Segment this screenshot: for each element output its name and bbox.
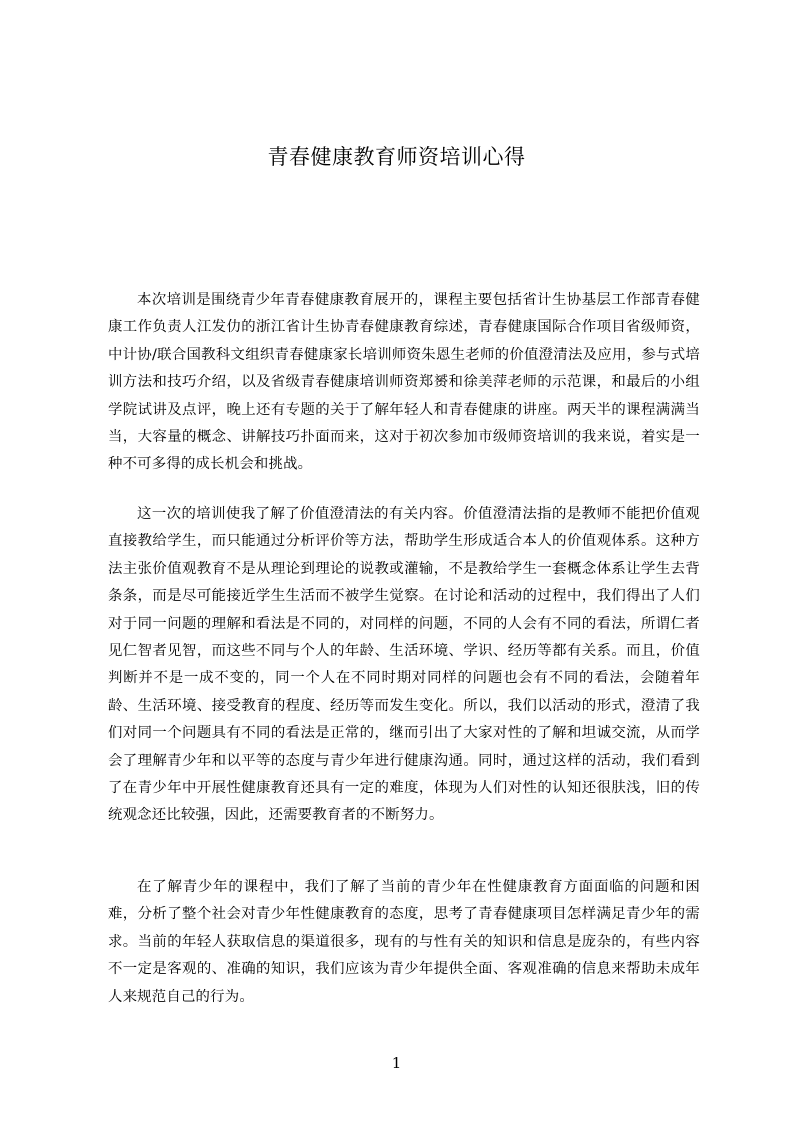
page-title: 青春健康教育师资培训心得 (267, 145, 526, 169)
paragraph-2 (108, 501, 700, 830)
page-number: 1 (391, 1054, 402, 1072)
paragraph-3 (108, 874, 700, 1011)
paragraph-text: 在了解青少年的课程中，我们了解了当前的青少年在性健康教育方面面临的问题和困难，分析了整个社会对青少年性健康教育的态度，思考了青春健康项目怎样满足青少年的需求。当前的年轻人获取信息的渠道很多，现有的与性有关的知识和信息是庞杂的，有些内容不一定是客观的、准确的知识，我们应该为青少年提供全面、客观准确的信息来帮助未成年人来规范自己的行为。 (108, 879, 700, 1005)
paragraph-text: 本次培训是围绕青少年青春健康教育展开的，课程主要包括省计生协基层工作部青春健康工作负责人江发仂的浙江省计生协青春健康教育综述，青春健康国际合作项目省级师资，中计协/联合国教科文组织青春健康家长培训师资朱恩生老师的价值澄清法及应用，参与式培训方法和技巧介绍，以及省级青春健康培训师资郑赟和徐美萍老师的示范课，和最后的小组学院试讲及点评，晚上还有专题的关于了解年轻人和青春健康的讲座。两天半的课程满满当当，大容量的概念、讲解技巧扑面而来，这对于初次参加市级师资培训的我来说，着实是一种不可多得的成长机会和挑战。 (108, 292, 700, 473)
paragraph-text: 这一次的培训使我了解了价值澄清法的有关内容。价值澄清法指的是教师不能把价值观直接教给学生，而只能通过分析评价等方法，帮助学生形成适合本人的价值观体系。这种方法主张价值观教育不是从理论到理论的说教或灌输，不是教给学生一套概念体系让学生去背条条，而是尽可能接近学生生活而不被学生觉察。在讨论和活动的过程中，我们得出了人们对于同一问题的理解和看法是不同的，对同样的问题，不同的人会有不同的看法，所谓仁者见仁智者见智，而这些不同与个人的年龄、生活环境、学识、经历等都有关系。而且，价值判断并不是一成不变的，同一个人在不同时期对同样的问题也会有不同的看法，会随着年龄、生活环境、接受教育的程度、经历等而发生变化。所以，我们以活动的形式，澄清了我们对同一个问题具有不同的看法是正常的，继而引出了大家对性的了解和坦诚交流，从而学会了理解青少年和以平等的态度与青少年进行健康沟通。同时，通过这样的活动，我们看到了在青少年中开展性健康教育还具有一定的难度，体现为人们对性的认知还很肤浅，旧的传统观念还比较强，因此，还需要教育者的不断努力。 (108, 506, 700, 824)
paragraph-1 (108, 287, 700, 479)
